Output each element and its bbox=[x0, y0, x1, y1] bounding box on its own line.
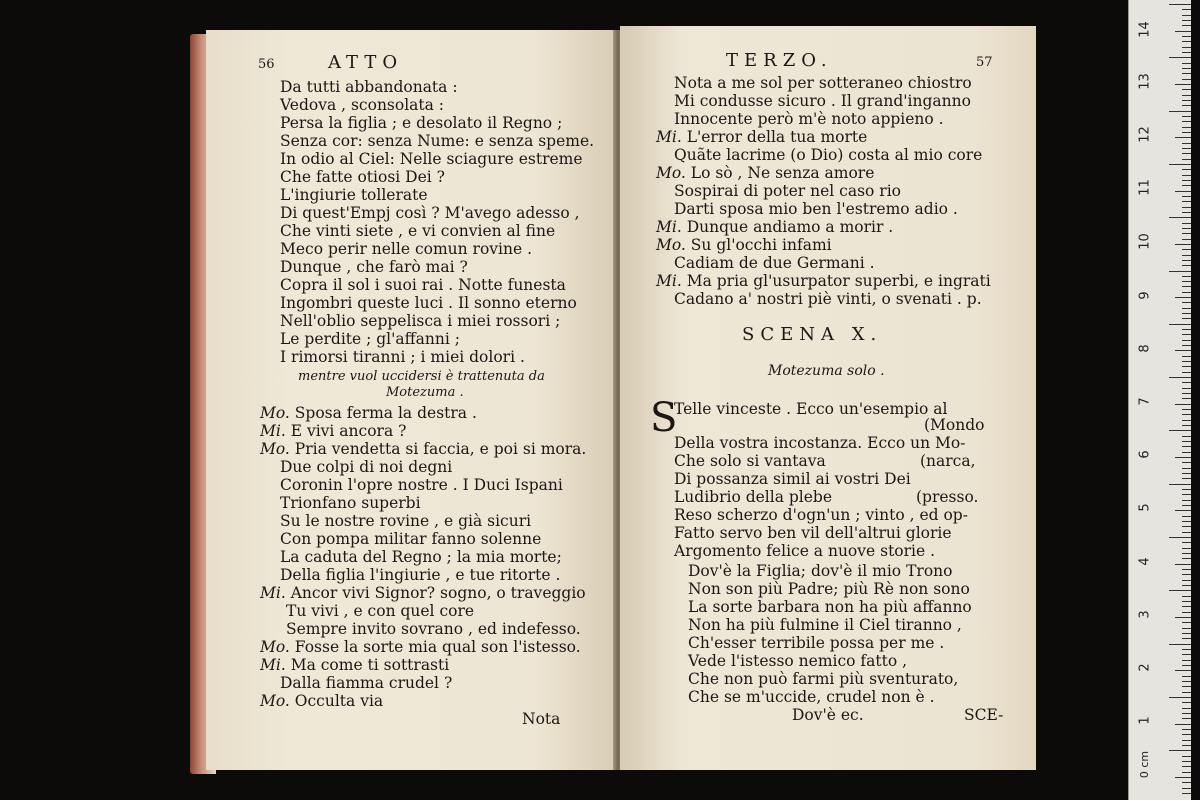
ruler-number: 12 bbox=[1137, 126, 1153, 143]
ruler-unit-label: 0 cm bbox=[1138, 750, 1152, 779]
dialogue-line bbox=[280, 494, 421, 512]
dialogue-line bbox=[286, 602, 474, 620]
ruler-tick bbox=[1182, 169, 1191, 170]
ruler-tick bbox=[1182, 542, 1191, 543]
ruler-tick bbox=[1182, 420, 1191, 421]
right-page-number: 57 bbox=[976, 55, 993, 70]
dialogue-text: Su gl'occhi infami bbox=[690, 236, 832, 254]
verse-line: Le perdite ; gl'affanni ; bbox=[280, 330, 460, 348]
ruler-tick bbox=[1182, 596, 1191, 597]
ruler-tick bbox=[1182, 132, 1191, 133]
ruler-tick bbox=[1169, 430, 1191, 431]
dialogue-line bbox=[286, 620, 581, 638]
dialogue-text: Trionfano superbi bbox=[280, 494, 421, 512]
dialogue-line bbox=[656, 272, 991, 290]
left-catchword: Nota bbox=[522, 710, 561, 728]
ruler-tick bbox=[1169, 111, 1191, 112]
ruler-tick bbox=[1182, 548, 1191, 549]
ruler-tick bbox=[1182, 612, 1191, 613]
dialogue-text: Occulta via bbox=[294, 692, 384, 710]
dialogue-text: Con pompa militar fanno solenne bbox=[280, 530, 542, 548]
ruler-tick bbox=[1182, 52, 1191, 53]
verse-line: Che fatte otiosi Dei ? bbox=[280, 168, 445, 186]
ruler-tick bbox=[1182, 772, 1191, 773]
verse-line: Copra il sol i suoi rai . Notte funesta bbox=[280, 276, 566, 294]
ruler-tick bbox=[1182, 292, 1191, 293]
ruler-tick bbox=[1182, 708, 1191, 709]
ruler-number: 2 bbox=[1137, 663, 1153, 672]
speaker-tag: Mi. bbox=[260, 584, 286, 602]
ruler-number: 10 bbox=[1137, 233, 1153, 250]
ruler-tick bbox=[1175, 31, 1191, 32]
dialogue-line bbox=[656, 218, 893, 236]
ruler-tick bbox=[1175, 191, 1191, 192]
dialogue-line bbox=[656, 128, 867, 146]
right-running-header: TERZO. bbox=[726, 50, 833, 71]
ruler-tick bbox=[1182, 532, 1191, 533]
dialogue-line bbox=[280, 458, 452, 476]
verse-line: Di quest'Empj così ? M'avego adesso , bbox=[280, 204, 580, 222]
ruler-tick bbox=[1182, 718, 1191, 719]
ruler-tick bbox=[1182, 740, 1191, 741]
dialogue-text: Sempre invito sovrano , ed indefesso. bbox=[286, 620, 581, 638]
ruler-tick bbox=[1182, 569, 1191, 570]
verse-line: Dov'è la Figlia; dov'è il mio Trono bbox=[688, 562, 953, 580]
ruler-tick bbox=[1175, 350, 1191, 351]
dialogue-line bbox=[280, 566, 560, 584]
ruler-tick bbox=[1182, 702, 1191, 703]
ruler-tick bbox=[1182, 606, 1191, 607]
drop-cap: S bbox=[650, 395, 678, 441]
ruler-tick bbox=[1182, 489, 1191, 490]
ruler-number: 13 bbox=[1137, 73, 1153, 90]
dialogue-text: Su le nostre rovine , e già sicuri bbox=[280, 512, 532, 530]
dialogue-line bbox=[280, 674, 452, 692]
ruler-tick bbox=[1182, 36, 1191, 37]
ruler-tick bbox=[1182, 318, 1191, 319]
left-page bbox=[206, 30, 616, 770]
ruler-tick bbox=[1182, 558, 1191, 559]
ruler-tick bbox=[1182, 41, 1191, 42]
dialogue-text: Quãte lacrime (o Dio) costa al mio core bbox=[674, 146, 983, 164]
dialogue-line bbox=[260, 584, 586, 602]
ruler-tick bbox=[1182, 116, 1191, 117]
dialogue-text: Dalla fiamma crudel ? bbox=[280, 674, 453, 692]
scene-subtitle: Motezuma solo . bbox=[768, 363, 885, 379]
ruler-tick bbox=[1182, 95, 1191, 96]
verse-line: Che solo si vantava bbox=[674, 452, 826, 470]
ruler-tick bbox=[1182, 382, 1191, 383]
ruler-number: 5 bbox=[1137, 503, 1153, 512]
ruler-tick bbox=[1169, 537, 1191, 538]
scene-title: SCENA X. bbox=[742, 324, 883, 345]
dialogue-line bbox=[674, 200, 958, 218]
ruler-tick bbox=[1175, 297, 1191, 298]
ruler-tick bbox=[1182, 756, 1191, 757]
verse-line: Vedova , sconsolata : bbox=[280, 96, 445, 114]
dialogue-text: Coronin l'opre nostre . I Duci Ispani bbox=[280, 476, 563, 494]
ruler-number: 3 bbox=[1137, 610, 1153, 619]
verse-line: Meco perir nelle comun rovine . bbox=[280, 240, 533, 258]
dialogue-text: Sospirai di poter nel caso rio bbox=[674, 182, 901, 200]
dialogue-line bbox=[674, 146, 982, 164]
dialogue-line bbox=[656, 164, 874, 182]
ruler-number: 1 bbox=[1137, 716, 1153, 725]
left-running-header: ATTO bbox=[328, 52, 404, 73]
ruler-tick bbox=[1182, 649, 1191, 650]
refrain: Dov'è ec. bbox=[792, 706, 864, 724]
dialogue-text: Darti sposa mio ben l'estremo adio . bbox=[674, 200, 958, 218]
right-catchword: SCE- bbox=[964, 706, 1004, 724]
ruler-tick bbox=[1182, 228, 1191, 229]
ruler-tick bbox=[1182, 574, 1191, 575]
ruler-tick bbox=[1182, 47, 1191, 48]
ruler-tick bbox=[1182, 761, 1191, 762]
dialogue-text: Lo sò , Ne senza amore bbox=[690, 164, 875, 182]
ruler-tick bbox=[1182, 788, 1191, 789]
speaker-tag: Mo. bbox=[260, 404, 290, 422]
ruler-tick bbox=[1169, 750, 1191, 751]
dialogue-text: Sposa ferma la destra . bbox=[294, 404, 477, 422]
ruler-tick bbox=[1182, 121, 1191, 122]
dialogue-text: L'error della tua morte bbox=[686, 128, 868, 146]
ruler-tick bbox=[1182, 393, 1191, 394]
ruler-tick bbox=[1182, 212, 1191, 213]
verse-line: Non ha più fulmine il Ciel tiranno , bbox=[688, 616, 962, 634]
ruler-tick bbox=[1182, 73, 1191, 74]
verse-line: (narca, bbox=[920, 452, 976, 470]
ruler-tick bbox=[1182, 345, 1191, 346]
ruler-tick bbox=[1182, 340, 1191, 341]
ruler-tick bbox=[1182, 516, 1191, 517]
ruler-tick bbox=[1182, 361, 1191, 362]
ruler-tick bbox=[1175, 564, 1191, 565]
ruler-tick bbox=[1182, 686, 1191, 687]
ruler-tick bbox=[1182, 308, 1191, 309]
verse-line: Che non può farmi più sventurato, bbox=[688, 670, 959, 688]
ruler-tick bbox=[1182, 372, 1191, 373]
speaker-tag: Mi. bbox=[656, 128, 682, 146]
dialogue-line bbox=[280, 476, 563, 494]
ruler-tick bbox=[1175, 84, 1191, 85]
ruler-tick bbox=[1182, 409, 1191, 410]
verse-line: La sorte barbara non ha più affanno bbox=[688, 598, 972, 616]
verse-line: Di possanza simil ai vostri Dei bbox=[674, 470, 911, 488]
dialogue-text: Fosse la sorte mia qual son l'istesso. bbox=[294, 638, 581, 656]
dialogue-text: Cadiam de due Germani . bbox=[674, 254, 875, 272]
ruler-tick bbox=[1182, 180, 1191, 181]
ruler-tick bbox=[1175, 670, 1191, 671]
speaker-tag: Mo. bbox=[260, 440, 290, 458]
ruler-tick bbox=[1175, 777, 1191, 778]
verse-line: Persa la figlia ; e desolato il Regno ; bbox=[280, 114, 563, 132]
dialogue-text: E vivi ancora ? bbox=[290, 422, 407, 440]
ruler-tick bbox=[1182, 249, 1191, 250]
ruler-tick bbox=[1182, 462, 1191, 463]
verse-line: Che se m'uccide, crudel non è . bbox=[688, 688, 935, 706]
dialogue-text: Della figlia l'ingiurie , e tue ritorte . bbox=[280, 566, 561, 584]
verse-line: Fatto servo ben vil dell'altrui glorie bbox=[674, 524, 952, 542]
dialogue-line bbox=[674, 254, 875, 272]
ruler-tick bbox=[1182, 143, 1191, 144]
ruler-tick bbox=[1182, 356, 1191, 357]
ruler-tick bbox=[1182, 553, 1191, 554]
dialogue-line bbox=[260, 656, 449, 674]
ruler-tick bbox=[1182, 782, 1191, 783]
ruler-tick bbox=[1169, 377, 1191, 378]
ruler-tick bbox=[1182, 500, 1191, 501]
ruler-tick bbox=[1182, 468, 1191, 469]
dialogue-text: Dunque andiamo a morir . bbox=[686, 218, 894, 236]
verse-line: I rimorsi tiranni ; i miei dolori . bbox=[280, 348, 525, 366]
ruler-tick bbox=[1182, 9, 1191, 10]
ruler-tick bbox=[1182, 580, 1191, 581]
dialogue-text: Pria vendetta si faccia, e poi si mora. bbox=[294, 440, 587, 458]
speaker-tag: Mi. bbox=[656, 272, 682, 290]
verse-line: Dunque , che farò mai ? bbox=[280, 258, 468, 276]
dialogue-line bbox=[674, 182, 901, 200]
ruler-tick bbox=[1175, 404, 1191, 405]
ruler-tick bbox=[1182, 766, 1191, 767]
ruler-tick bbox=[1182, 302, 1191, 303]
ruler-tick bbox=[1182, 286, 1191, 287]
speaker-tag: Mi. bbox=[260, 656, 286, 674]
ruler-number: 11 bbox=[1137, 179, 1153, 196]
ruler-tick bbox=[1182, 713, 1191, 714]
dialogue-line bbox=[280, 512, 531, 530]
verse-line: L'ingiurie tollerate bbox=[280, 186, 428, 204]
ruler-tick bbox=[1182, 255, 1191, 256]
ruler-tick bbox=[1182, 633, 1191, 634]
ruler-tick bbox=[1182, 159, 1191, 160]
stage-direction: Motezuma . bbox=[386, 385, 464, 400]
ruler-tick bbox=[1182, 25, 1191, 26]
verse-line: Ludibrio della plebe bbox=[674, 488, 833, 506]
ruler-tick bbox=[1169, 271, 1191, 272]
verse-line: (presso. bbox=[916, 488, 979, 506]
ruler-tick bbox=[1182, 654, 1191, 655]
ruler-tick bbox=[1182, 313, 1191, 314]
verse-line: In odio al Ciel: Nelle sciagure estreme bbox=[280, 150, 583, 168]
measuring-ruler bbox=[1128, 0, 1191, 800]
dialogue-text: La caduta del Regno ; la mia morte; bbox=[280, 548, 562, 566]
ruler-tick bbox=[1169, 644, 1191, 645]
ruler-tick bbox=[1182, 478, 1191, 479]
ruler-number: 7 bbox=[1137, 397, 1153, 406]
ruler-tick bbox=[1169, 57, 1191, 58]
ruler-tick bbox=[1182, 681, 1191, 682]
ruler-tick bbox=[1182, 473, 1191, 474]
dialogue-text: Nota a me sol per sotteraneo chiostro bbox=[674, 74, 972, 92]
speaker-tag: Mi. bbox=[260, 422, 286, 440]
ruler-tick bbox=[1182, 276, 1191, 277]
ruler-tick bbox=[1182, 665, 1191, 666]
ruler-number: 9 bbox=[1137, 291, 1153, 300]
ruler-tick bbox=[1182, 329, 1191, 330]
ruler-tick bbox=[1175, 617, 1191, 618]
right-page bbox=[620, 26, 1036, 770]
verse-line: Telle vinceste . Ecco un'esempio al bbox=[674, 400, 948, 418]
speaker-tag: Mo. bbox=[656, 164, 686, 182]
verse-line: Non son più Padre; più Rè non sono bbox=[688, 580, 970, 598]
verse-line: Argomento felice a nuove storie . bbox=[674, 542, 936, 560]
speaker-tag: Mo. bbox=[260, 692, 290, 710]
ruler-number: 4 bbox=[1137, 557, 1153, 566]
ruler-tick bbox=[1169, 324, 1191, 325]
ruler-tick bbox=[1169, 484, 1191, 485]
ruler-tick bbox=[1182, 260, 1191, 261]
dialogue-line bbox=[674, 74, 972, 92]
ruler-tick bbox=[1182, 185, 1191, 186]
ruler-tick bbox=[1182, 196, 1191, 197]
ruler-tick bbox=[1175, 510, 1191, 511]
ruler-tick bbox=[1182, 505, 1191, 506]
ruler-tick bbox=[1182, 729, 1191, 730]
ruler-tick bbox=[1182, 734, 1191, 735]
dialogue-line bbox=[280, 548, 562, 566]
verse-line: (Mondo bbox=[924, 416, 985, 434]
ruler-tick bbox=[1182, 334, 1191, 335]
verse-line: Vede l'istesso nemico fatto , bbox=[688, 652, 908, 670]
speaker-tag: Mo. bbox=[656, 236, 686, 254]
verse-line: Nell'oblio seppelisca i miei rossori ; bbox=[280, 312, 561, 330]
ruler-tick bbox=[1182, 366, 1191, 367]
dialogue-text: Innocente però m'è noto appieno . bbox=[674, 110, 944, 128]
dialogue-line bbox=[674, 110, 944, 128]
left-page-number: 56 bbox=[258, 57, 275, 72]
dialogue-text: Due colpi di noi degni bbox=[280, 458, 453, 476]
dialogue-text: Mi condusse sicuro . Il grand'inganno bbox=[674, 92, 971, 110]
ruler-tick bbox=[1169, 4, 1191, 5]
dialogue-line bbox=[260, 692, 383, 710]
dialogue-line bbox=[280, 530, 541, 548]
ruler-tick bbox=[1182, 441, 1191, 442]
ruler-tick bbox=[1182, 127, 1191, 128]
ruler-tick bbox=[1175, 137, 1191, 138]
ruler-tick bbox=[1175, 244, 1191, 245]
ruler-tick bbox=[1182, 622, 1191, 623]
ruler-tick bbox=[1182, 414, 1191, 415]
ruler-tick bbox=[1182, 148, 1191, 149]
dialogue-text: Cadano a' nostri piè vinti, o svenati . p. bbox=[674, 290, 982, 308]
ruler-tick bbox=[1182, 398, 1191, 399]
ruler-tick bbox=[1182, 239, 1191, 240]
ruler-tick bbox=[1182, 436, 1191, 437]
dialogue-text: Ancor vivi Signor? sogno, o traveggio bbox=[290, 584, 586, 602]
ruler-tick bbox=[1175, 724, 1191, 725]
ruler-tick bbox=[1182, 281, 1191, 282]
verse-line: Della vostra incostanza. Ecco un Mo- bbox=[674, 434, 966, 452]
ruler-tick bbox=[1182, 223, 1191, 224]
ruler-tick bbox=[1182, 15, 1191, 16]
dialogue-text: Ma pria gl'usurpator superbi, e ingrati bbox=[686, 272, 991, 290]
verse-line: Ingombri queste luci . Il sonno eterno bbox=[280, 294, 577, 312]
speaker-tag: Mi. bbox=[656, 218, 682, 236]
ruler-tick bbox=[1182, 425, 1191, 426]
ruler-number: 6 bbox=[1137, 450, 1153, 459]
ruler-tick bbox=[1182, 692, 1191, 693]
ruler-tick bbox=[1182, 153, 1191, 154]
ruler-tick bbox=[1182, 20, 1191, 21]
ruler-tick bbox=[1169, 697, 1191, 698]
ruler-tick bbox=[1182, 585, 1191, 586]
ruler-tick bbox=[1182, 79, 1191, 80]
ruler-number: 8 bbox=[1137, 344, 1153, 353]
dialogue-line bbox=[656, 236, 832, 254]
stage-direction: mentre vuol uccidersi è trattenuta da bbox=[298, 369, 545, 384]
ruler-tick bbox=[1182, 638, 1191, 639]
ruler-tick bbox=[1182, 494, 1191, 495]
dialogue-line bbox=[260, 404, 477, 422]
dialogue-line bbox=[260, 422, 406, 440]
ruler-tick bbox=[1182, 175, 1191, 176]
speaker-tag: Mo. bbox=[260, 638, 290, 656]
ruler-tick bbox=[1182, 68, 1191, 69]
ruler-tick bbox=[1182, 100, 1191, 101]
dialogue-text: Ma come ti sottrasti bbox=[290, 656, 450, 674]
ruler-tick bbox=[1182, 676, 1191, 677]
ruler-tick bbox=[1169, 590, 1191, 591]
ruler-tick bbox=[1182, 105, 1191, 106]
verse-line: Reso scherzo d'ogn'un ; vinto , ed op- bbox=[674, 506, 968, 524]
ruler-tick bbox=[1182, 265, 1191, 266]
dialogue-line bbox=[674, 290, 982, 308]
verse-line: Ch'esser terribile possa per me . bbox=[688, 634, 945, 652]
ruler-tick bbox=[1182, 207, 1191, 208]
ruler-tick bbox=[1182, 660, 1191, 661]
ruler-tick bbox=[1182, 446, 1191, 447]
ruler-tick bbox=[1175, 457, 1191, 458]
ruler-tick bbox=[1182, 233, 1191, 234]
ruler-tick bbox=[1182, 526, 1191, 527]
verse-line: Che vinti siete , e vi convien al fine bbox=[280, 222, 556, 240]
dialogue-line bbox=[260, 638, 581, 656]
ruler-tick bbox=[1169, 217, 1191, 218]
ruler-tick bbox=[1182, 89, 1191, 90]
ruler-tick bbox=[1182, 628, 1191, 629]
ruler-tick bbox=[1182, 388, 1191, 389]
ruler-tick bbox=[1182, 201, 1191, 202]
dialogue-text: Tu vivi , e con quel core bbox=[286, 602, 475, 620]
verse-line: Senza cor: senza Nume: e senza speme. bbox=[280, 132, 595, 150]
ruler-tick bbox=[1169, 164, 1191, 165]
ruler-tick bbox=[1182, 793, 1191, 794]
dialogue-line bbox=[674, 92, 971, 110]
ruler-tick bbox=[1182, 63, 1191, 64]
ruler-tick bbox=[1182, 521, 1191, 522]
dialogue-line bbox=[260, 440, 586, 458]
ruler-tick bbox=[1182, 745, 1191, 746]
ruler-tick bbox=[1182, 452, 1191, 453]
ruler-number: 14 bbox=[1137, 21, 1153, 38]
verse-line: Da tutti abbandonata : bbox=[280, 78, 458, 96]
ruler-tick bbox=[1182, 601, 1191, 602]
